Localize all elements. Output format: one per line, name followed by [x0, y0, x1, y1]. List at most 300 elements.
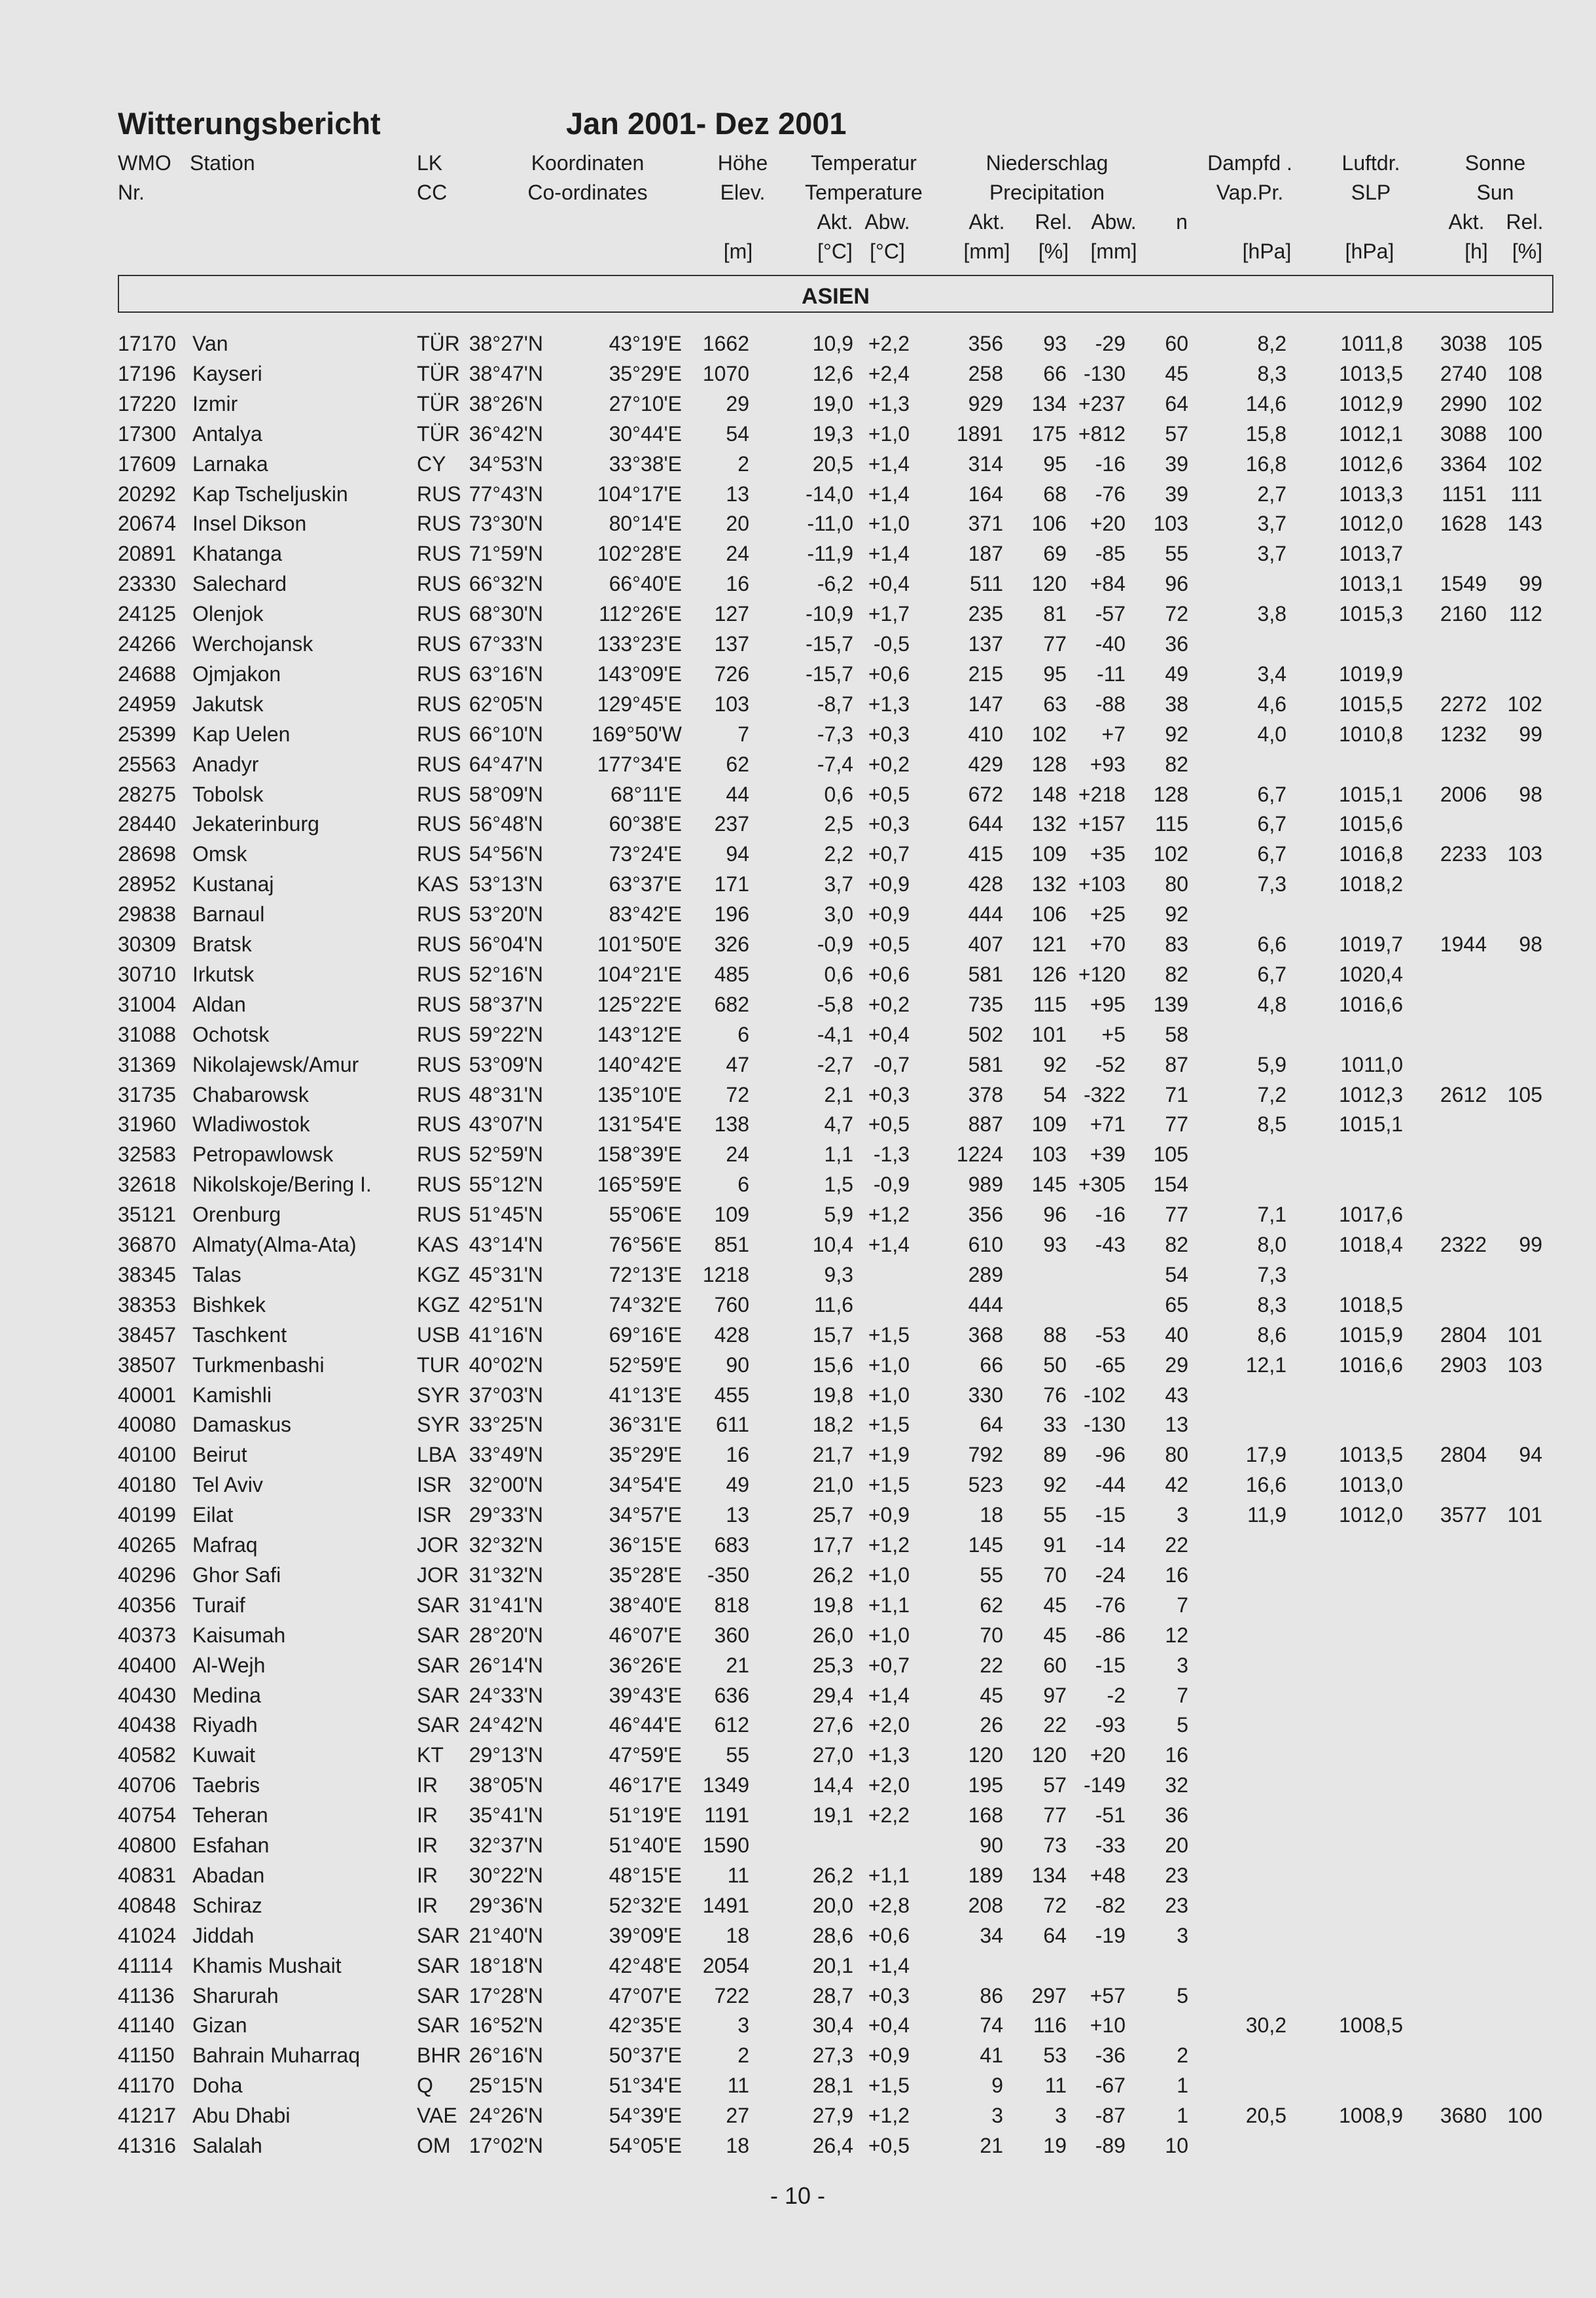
cell-latitude: 64°47'N: [469, 752, 543, 776]
cell-country-code: RUS: [417, 1082, 461, 1106]
cell-latitude: 52°16'N: [469, 962, 543, 986]
cell-country-code: JOR: [417, 1563, 459, 1587]
cell-precip-abw: -11: [1097, 662, 1126, 686]
cell-elevation: 636: [714, 1683, 749, 1707]
table-row: [0, 328, 1596, 359]
cell-temp-abw: +1,3: [868, 1743, 910, 1767]
cell-slp: 1012,0: [1339, 1503, 1403, 1527]
cell-latitude: 45°31'N: [469, 1262, 543, 1286]
cell-elevation: 29: [726, 391, 749, 415]
cell-country-code: IR: [417, 1893, 438, 1917]
cell-temp-abw: +1,1: [868, 1593, 910, 1617]
cell-wmo-nr: 23330: [118, 572, 176, 596]
cell-elevation: 818: [714, 1593, 749, 1617]
table-row: [0, 2010, 1596, 2040]
cell-precip-akt: 410: [968, 722, 1003, 746]
cell-precip-akt: 444: [968, 902, 1003, 927]
cell-precip-abw: +5: [1101, 1022, 1126, 1046]
cell-temp-abw: +0,5: [868, 2134, 910, 2157]
cell-country-code: RUS: [417, 482, 461, 506]
cell-latitude: 58°09'N: [469, 782, 543, 806]
cell-vap-pr: 3,8: [1257, 602, 1286, 626]
table-row: [0, 1260, 1596, 1290]
cell-longitude: 169°50'W: [591, 722, 682, 746]
cell-wmo-nr: 38507: [118, 1352, 176, 1377]
cell-temp-akt: 27,6: [812, 1713, 853, 1737]
cell-latitude: 38°47'N: [469, 361, 543, 385]
cell-temp-akt: -10,9: [806, 602, 853, 626]
cell-precip-rel: 128: [1031, 752, 1067, 776]
cell-longitude: 52°32'E: [609, 1893, 682, 1917]
cell-longitude: 83°42'E: [609, 902, 682, 927]
cell-temp-abw: +0,7: [868, 1653, 910, 1677]
cell-temp-akt: -8,7: [817, 692, 853, 716]
cell-slp: 1011,8: [1340, 332, 1403, 355]
cell-elevation: 237: [714, 812, 749, 836]
cell-country-code: KAS: [417, 872, 459, 896]
cell-sun-akt: 2006: [1440, 782, 1487, 806]
cell-temp-akt: 14,4: [812, 1773, 853, 1797]
cell-precip-n: 72: [1165, 602, 1188, 626]
cell-station-name: Kamishli: [192, 1383, 272, 1407]
cell-temp-abw: +2,8: [868, 1893, 910, 1917]
cell-precip-abw: -52: [1095, 1052, 1126, 1076]
cell-vap-pr: 16,8: [1245, 451, 1286, 476]
cell-temp-akt: -15,7: [806, 632, 853, 656]
cell-temp-akt: 9,3: [824, 1262, 853, 1286]
region-label: ASIEN: [802, 284, 870, 309]
cell-precip-akt: 989: [968, 1173, 1003, 1197]
cell-temp-abw: +1,7: [868, 602, 910, 626]
cell-temp-abw: +0,9: [868, 902, 910, 927]
cell-precip-rel: 109: [1031, 842, 1067, 866]
cell-precip-n: 65: [1165, 1292, 1188, 1317]
cell-country-code: RUS: [417, 722, 461, 746]
cell-wmo-nr: 40296: [118, 1563, 176, 1587]
cell-station-name: Salalah: [192, 2134, 262, 2157]
cell-longitude: 39°43'E: [609, 1683, 682, 1707]
cell-temp-abw: +1,5: [868, 2074, 910, 2098]
cell-station-name: Petropawlowsk: [192, 1142, 334, 1167]
cell-elevation: 6: [737, 1022, 749, 1046]
cell-longitude: 42°35'E: [609, 2013, 682, 2038]
cell-station-name: Esfahan: [192, 1833, 270, 1857]
cell-station-name: Ojmjakon: [192, 662, 281, 686]
cell-temp-akt: -11,9: [807, 542, 853, 566]
header-vappr: Vap.Pr.: [1216, 181, 1284, 204]
cell-wmo-nr: 40265: [118, 1533, 176, 1557]
cell-temp-abw: +1,5: [868, 1322, 910, 1347]
header-elev: Höhe: [717, 151, 768, 175]
cell-elevation: 171: [714, 872, 749, 896]
cell-precip-rel: 54: [1043, 1082, 1067, 1106]
cell-wmo-nr: 41140: [118, 2013, 175, 2038]
cell-vap-pr: 11,9: [1247, 1503, 1286, 1527]
cell-temp-akt: 19,3: [812, 421, 853, 446]
cell-station-name: Khamis Mushait: [192, 1953, 342, 1977]
cell-elevation: 682: [714, 992, 749, 1016]
cell-elevation: 2: [737, 451, 749, 476]
cell-longitude: 143°12'E: [597, 1022, 682, 1046]
cell-wmo-nr: 41114: [118, 1953, 173, 1977]
cell-elevation: 94: [726, 842, 749, 866]
cell-temp-abw: +2,2: [868, 1803, 910, 1828]
table-row: [0, 1500, 1596, 1530]
cell-longitude: 38°40'E: [609, 1593, 682, 1617]
cell-precip-n: 38: [1165, 692, 1188, 716]
cell-precip-rel: 53: [1043, 2043, 1067, 2068]
cell-precip-akt: 235: [968, 602, 1003, 626]
cell-precip-n: 20: [1165, 1833, 1188, 1857]
cell-slp: 1012,1: [1339, 421, 1403, 446]
cell-elevation: 55: [726, 1743, 749, 1767]
cell-elevation: 47: [726, 1052, 749, 1076]
cell-precip-n: 102: [1153, 842, 1188, 866]
cell-elevation: 44: [726, 782, 749, 806]
cell-latitude: 34°53'N: [469, 451, 543, 476]
cell-precip-akt: 187: [968, 542, 1003, 566]
cell-elevation: 455: [714, 1383, 749, 1407]
cell-temp-abw: +0,5: [868, 932, 910, 956]
cell-precip-abw: -89: [1095, 2134, 1126, 2157]
cell-precip-n: 1: [1177, 2074, 1188, 2098]
cell-station-name: Medina: [192, 1683, 261, 1707]
cell-precip-n: 82: [1165, 752, 1188, 776]
cell-precip-rel: 106: [1031, 902, 1067, 927]
cell-precip-akt: 502: [968, 1022, 1003, 1046]
header-sun-unit2: [%]: [1512, 239, 1543, 263]
table-row: [0, 899, 1596, 929]
cell-slp: 1012,3: [1339, 1082, 1403, 1106]
cell-country-code: SYR: [417, 1383, 460, 1407]
cell-temp-akt: 20,1: [812, 1953, 853, 1977]
cell-sun-akt: 2322: [1440, 1233, 1487, 1256]
table-row: [0, 1290, 1596, 1320]
cell-longitude: 68°11'E: [610, 782, 682, 806]
cell-precip-abw: -16: [1095, 1203, 1126, 1227]
cell-temp-akt: 19,8: [812, 1593, 853, 1617]
cell-sun-akt: 2740: [1440, 361, 1487, 385]
cell-precip-akt: 407: [968, 932, 1003, 956]
cell-precip-n: 3: [1177, 1653, 1188, 1677]
cell-precip-n: 45: [1165, 361, 1188, 385]
cell-vap-pr: 20,5: [1245, 2104, 1286, 2128]
cell-precip-rel: 45: [1043, 1623, 1067, 1647]
cell-wmo-nr: 40180: [118, 1473, 176, 1497]
cell-precip-akt: 429: [968, 752, 1003, 776]
cell-precip-n: 36: [1165, 632, 1188, 656]
cell-country-code: JOR: [417, 1533, 459, 1557]
cell-wmo-nr: 40100: [118, 1443, 176, 1467]
table-row: [0, 1019, 1596, 1050]
cell-precip-rel: 33: [1043, 1413, 1067, 1437]
cell-latitude: 29°36'N: [469, 1893, 543, 1917]
cell-latitude: 33°25'N: [469, 1413, 543, 1437]
cell-longitude: 46°17'E: [609, 1773, 682, 1797]
cell-latitude: 58°37'N: [469, 992, 543, 1016]
cell-vap-pr: 4,8: [1257, 992, 1286, 1016]
cell-precip-rel: 22: [1043, 1713, 1067, 1737]
cell-latitude: 62°05'N: [469, 692, 543, 716]
cell-wmo-nr: 24125: [118, 602, 176, 626]
cell-longitude: 69°16'E: [609, 1322, 682, 1347]
cell-precip-abw: -36: [1095, 2043, 1126, 2068]
cell-precip-rel: 116: [1033, 2013, 1067, 2038]
cell-latitude: 24°33'N: [469, 1683, 543, 1707]
cell-precip-rel: 132: [1031, 872, 1067, 896]
cell-longitude: 54°39'E: [609, 2104, 682, 2128]
cell-longitude: 36°15'E: [609, 1533, 682, 1557]
header-sun-rel: Rel.: [1506, 210, 1544, 234]
cell-station-name: Damaskus: [192, 1413, 292, 1437]
cell-station-name: Irkutsk: [192, 962, 255, 986]
cell-country-code: KGZ: [417, 1292, 460, 1317]
cell-longitude: 51°40'E: [609, 1833, 682, 1857]
table-row: [0, 1710, 1596, 1740]
cell-sun-rel: 101: [1507, 1503, 1542, 1527]
cell-longitude: 41°13'E: [609, 1383, 682, 1407]
cell-wmo-nr: 29838: [118, 902, 176, 927]
table-row: [0, 629, 1596, 659]
cell-longitude: 80°14'E: [609, 512, 682, 536]
cell-latitude: 17°28'N: [469, 1983, 543, 2007]
cell-wmo-nr: 40582: [118, 1743, 176, 1767]
cell-latitude: 26°16'N: [469, 2043, 543, 2068]
cell-temp-abw: +1,9: [868, 1443, 910, 1467]
cell-country-code: RUS: [417, 692, 461, 716]
cell-vap-pr: 8,6: [1257, 1322, 1286, 1347]
cell-vap-pr: 8,2: [1257, 332, 1286, 355]
cell-temp-akt: 15,7: [812, 1322, 853, 1347]
table-row: [0, 689, 1596, 719]
cell-precip-n: 92: [1165, 902, 1188, 927]
cell-country-code: IR: [417, 1863, 438, 1887]
cell-precip-abw: -14: [1095, 1533, 1126, 1557]
cell-vap-pr: 7,3: [1257, 1262, 1286, 1286]
cell-temp-abw: +1,3: [868, 692, 910, 716]
cell-precip-akt: 145: [968, 1533, 1003, 1557]
cell-country-code: IR: [417, 1773, 438, 1797]
table-row: [0, 1620, 1596, 1650]
cell-precip-akt: 66: [980, 1352, 1003, 1377]
cell-precip-abw: -19: [1095, 1923, 1126, 1947]
cell-elevation: 851: [714, 1233, 749, 1256]
cell-temp-akt: 0,6: [824, 782, 853, 806]
cell-country-code: KGZ: [417, 1262, 460, 1286]
cell-sun-rel: 98: [1519, 932, 1542, 956]
cell-country-code: VAE: [417, 2104, 457, 2128]
cell-precip-abw: +7: [1101, 722, 1126, 746]
cell-precip-abw: -93: [1095, 1713, 1126, 1737]
cell-temp-abw: +1,2: [868, 1203, 910, 1227]
cell-country-code: ISR: [417, 1473, 452, 1497]
cell-temp-abw: +2,2: [868, 332, 910, 355]
cell-sun-rel: 99: [1519, 572, 1542, 596]
table-row: [0, 1080, 1596, 1110]
cell-precip-abw: -51: [1095, 1803, 1126, 1828]
cell-temp-abw: +1,4: [868, 1233, 910, 1256]
cell-longitude: 43°19'E: [609, 332, 682, 355]
cell-temp-akt: 27,3: [812, 2043, 853, 2068]
header-vap: Dampfd .: [1207, 151, 1292, 175]
cell-temp-abw: +0,3: [868, 1082, 910, 1106]
cell-vap-pr: 5,9: [1257, 1052, 1286, 1076]
cell-sun-akt: 1944: [1440, 932, 1487, 956]
cell-temp-akt: 27,9: [812, 2104, 853, 2128]
table-row: [0, 1740, 1596, 1770]
cell-vap-pr: 6,7: [1257, 842, 1286, 866]
cell-precip-n: 7: [1177, 1683, 1188, 1707]
cell-country-code: ISR: [417, 1503, 452, 1527]
cell-precip-rel: 175: [1031, 421, 1067, 446]
cell-precip-rel: 72: [1043, 1893, 1067, 1917]
cell-latitude: 38°27'N: [469, 332, 543, 355]
table-row: [0, 1770, 1596, 1800]
cell-precip-rel: 134: [1031, 391, 1067, 415]
cell-precip-akt: 314: [968, 451, 1003, 476]
cell-longitude: 48°15'E: [609, 1863, 682, 1887]
cell-wmo-nr: 41150: [118, 2043, 175, 2068]
cell-slp: 1013,1: [1339, 572, 1403, 596]
table-row: [0, 779, 1596, 809]
cell-precip-n: 60: [1165, 332, 1188, 355]
cell-precip-akt: 90: [980, 1833, 1003, 1857]
cell-precip-abw: +93: [1090, 752, 1126, 776]
cell-precip-akt: 164: [968, 482, 1003, 506]
cell-sun-rel: 105: [1507, 1082, 1542, 1106]
cell-precip-n: 23: [1165, 1893, 1188, 1917]
cell-wmo-nr: 17196: [118, 361, 176, 385]
cell-precip-abw: -149: [1083, 1773, 1126, 1797]
cell-precip-akt: 120: [968, 1743, 1003, 1767]
cell-precip-abw: -102: [1083, 1383, 1126, 1407]
cell-longitude: 133°23'E: [597, 632, 682, 656]
cell-elevation: 1662: [702, 332, 749, 355]
cell-country-code: RUS: [417, 1203, 461, 1227]
cell-latitude: 54°56'N: [469, 842, 543, 866]
cell-temp-abw: -1,3: [873, 1142, 910, 1167]
cell-longitude: 165°59'E: [597, 1173, 682, 1197]
cell-slp: 1016,6: [1339, 1352, 1403, 1377]
cell-temp-abw: +0,6: [868, 662, 910, 686]
cell-temp-akt: 5,9: [824, 1203, 853, 1227]
cell-slp: 1010,8: [1339, 722, 1403, 746]
cell-station-name: Van: [192, 332, 228, 355]
cell-station-name: Omsk: [192, 842, 247, 866]
cell-precip-abw: -29: [1095, 332, 1126, 355]
cell-longitude: 143°09'E: [597, 662, 682, 686]
cell-longitude: 158°39'E: [597, 1142, 682, 1167]
cell-sun-rel: 103: [1507, 842, 1542, 866]
cell-station-name: Khatanga: [192, 542, 283, 566]
cell-precip-rel: 93: [1043, 1233, 1067, 1256]
cell-temp-akt: -2,7: [817, 1052, 853, 1076]
cell-wmo-nr: 31088: [118, 1022, 176, 1046]
cell-precip-n: 23: [1165, 1863, 1188, 1887]
header-temp-unit1: [°C]: [817, 239, 853, 263]
cell-wmo-nr: 20891: [118, 542, 176, 566]
cell-temp-akt: 28,1: [812, 2074, 853, 2098]
cell-sun-akt: 2233: [1440, 842, 1487, 866]
cell-vap-pr: 8,0: [1257, 1233, 1286, 1256]
cell-precip-akt: 45: [980, 1683, 1003, 1707]
cell-longitude: 101°50'E: [597, 932, 682, 956]
cell-precip-abw: +57: [1090, 1983, 1126, 2007]
cell-temp-abw: +0,3: [868, 722, 910, 746]
cell-precip-n: 39: [1165, 451, 1188, 476]
cell-country-code: RUS: [417, 632, 461, 656]
cell-vap-pr: 15,8: [1245, 421, 1286, 446]
cell-temp-akt: 2,1: [824, 1082, 853, 1106]
cell-wmo-nr: 31369: [118, 1052, 176, 1076]
cell-longitude: 60°38'E: [609, 812, 682, 836]
cell-wmo-nr: 32583: [118, 1142, 176, 1167]
cell-latitude: 66°32'N: [469, 572, 543, 596]
table-row: [0, 719, 1596, 749]
cell-wmo-nr: 20292: [118, 482, 176, 506]
cell-country-code: OM: [417, 2134, 451, 2157]
cell-latitude: 66°10'N: [469, 722, 543, 746]
cell-precip-abw: +39: [1090, 1142, 1126, 1167]
cell-precip-n: 32: [1165, 1773, 1188, 1797]
table-row: [0, 959, 1596, 989]
cell-temp-abw: +1,3: [868, 391, 910, 415]
cell-precip-n: 80: [1165, 1443, 1188, 1467]
cell-elevation: 137: [714, 632, 749, 656]
cell-precip-akt: 195: [968, 1773, 1003, 1797]
cell-station-name: Abu Dhabi: [192, 2104, 291, 2128]
cell-country-code: TÜR: [417, 421, 460, 446]
cell-precip-rel: 55: [1043, 1503, 1067, 1527]
cell-precip-rel: 115: [1033, 992, 1067, 1016]
header-slp-unit: [hPa]: [1345, 239, 1394, 263]
cell-temp-abw: +1,5: [868, 1413, 910, 1437]
cell-temp-akt: 15,6: [812, 1352, 853, 1377]
cell-sun-rel: 102: [1507, 692, 1542, 716]
cell-elevation: 13: [726, 1503, 749, 1527]
cell-precip-abw: -86: [1095, 1623, 1126, 1647]
cell-precip-akt: 581: [968, 1052, 1003, 1076]
cell-precip-abw: +237: [1078, 391, 1126, 415]
cell-country-code: RUS: [417, 572, 461, 596]
header-station: Station: [190, 151, 255, 175]
cell-elevation: -350: [707, 1563, 749, 1587]
cell-elevation: 54: [726, 421, 749, 446]
cell-wmo-nr: 41217: [118, 2104, 176, 2128]
cell-precip-rel: 19: [1043, 2134, 1067, 2157]
cell-vap-pr: 14,6: [1245, 391, 1286, 415]
cell-slp: 1011,0: [1340, 1052, 1403, 1076]
cell-latitude: 67°33'N: [469, 632, 543, 656]
cell-station-name: Bahrain Muharraq: [192, 2043, 361, 2068]
cell-temp-abw: +0,6: [868, 1923, 910, 1947]
cell-latitude: 32°32'N: [469, 1533, 543, 1557]
cell-elevation: 16: [726, 1443, 749, 1467]
cell-slp: 1018,5: [1339, 1292, 1403, 1317]
table-row: [0, 809, 1596, 839]
cell-station-name: Gizan: [192, 2013, 247, 2038]
cell-latitude: 53°09'N: [469, 1052, 543, 1076]
cell-precip-akt: 55: [980, 1563, 1003, 1587]
cell-precip-akt: 523: [968, 1473, 1003, 1497]
cell-precip-abw: +25: [1090, 902, 1126, 927]
cell-wmo-nr: 36870: [118, 1233, 176, 1256]
cell-country-code: KT: [417, 1743, 444, 1767]
cell-sun-akt: 2903: [1440, 1352, 1487, 1377]
cell-precip-abw: +157: [1078, 812, 1126, 836]
cell-wmo-nr: 20674: [118, 512, 176, 536]
cell-slp: 1020,4: [1339, 962, 1403, 986]
